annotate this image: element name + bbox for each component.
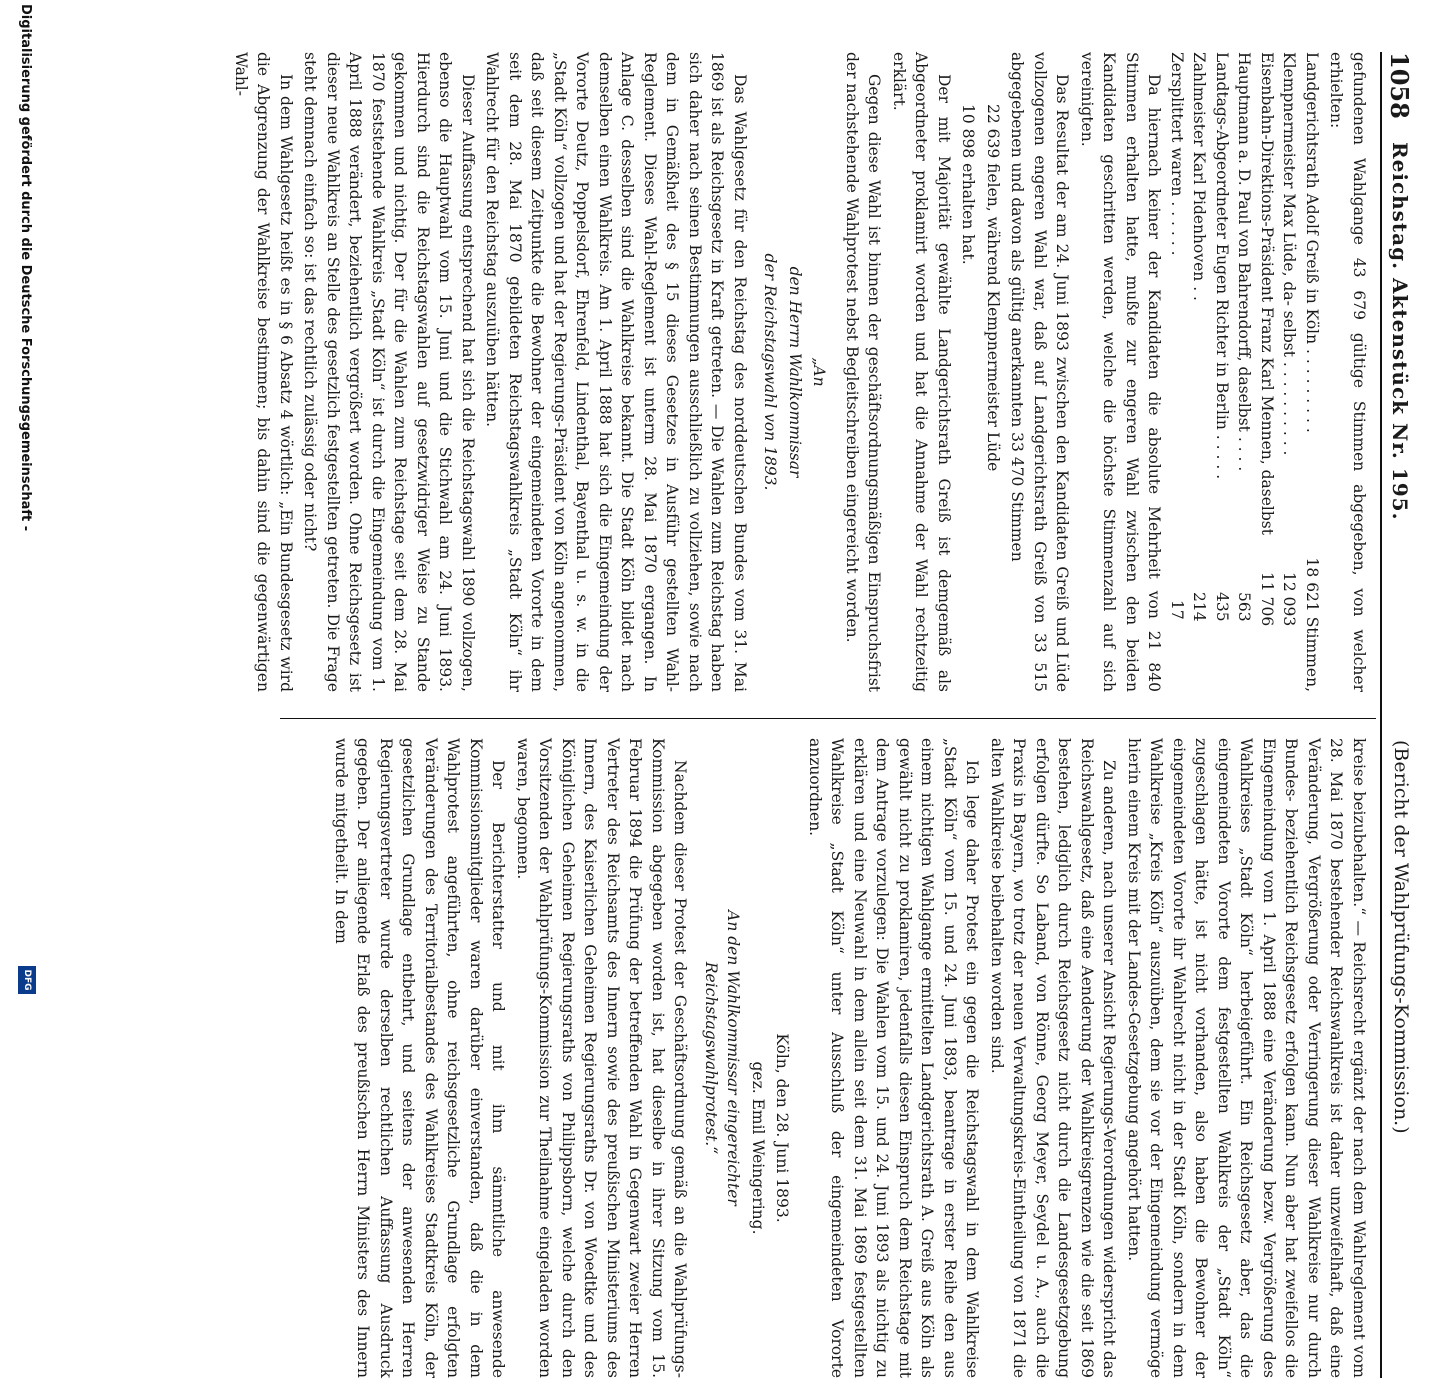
digitization-footer [12, 0, 38, 1000]
vote-row [1301, 52, 1324, 692]
paragraph: Das Wahlgesetz für den Reichstag des norddeutschen Bundes vom 31. Mai 1869 ist als Reichsgesetz in Kraft getreten. — Die Wahlen zum Reichstag haben sich daher nach seinen Bestimmungen ausschließlich zu vollziehen, sowie nach dem in Gemäßheit des § 15 dieses Gesetzes in Ausführ gestellten Wahl-Reglement. Dieses Wahl-Reglement ist unterm 28. Mai 1870 ergangen. In Anlage C. desselben sind die Wahlkreise bekannt. Die Stadt Köln bildet nach demselben einen Wahlkreis. Am 1. April 1888 hat sich die Eingemeindung der Vororte Deutz, Poppelsdorf, Ehrenfeld, Lindenthal, Bayenthal u. s. w. in die „Stadt Köln“ vollzogen und hat der Regierungs-Präsident von Köln angenommen, daß seit diesem Zeitpunkte die Bewohner der eingemeindeten Vororte in dem seit dem 28. Mai 1870 gebildeten Reichstagswahlkreis „Stadt Köln“ ihr Wahlrecht für den Reichstag auszuüben hätten. [483, 52, 749, 692]
vote-row [1211, 52, 1234, 692]
vote-row [1166, 52, 1189, 692]
vote-row [1278, 52, 1301, 692]
vote-count: 11 706 [1258, 572, 1276, 627]
candidate: Zersplittert waren . . . . . . [1168, 52, 1186, 256]
candidate: Hauptmann a. D. Paul von Bahrendorff, daselbst . . . . [1235, 52, 1254, 472]
section-title: Reichstag. Aktenstück Nr. 195. [1388, 142, 1412, 521]
paragraph: 22 639 fielen, während Klempnermeister Lüde [984, 104, 1002, 472]
candidate: Klempnermeister Max Lüde, da- selbst . . . . . . . . . . [1280, 52, 1299, 456]
letter-heading: der Reichstagswahl von 1893. [761, 253, 780, 491]
vote-count: 17 [1168, 600, 1186, 620]
vote-row [1188, 52, 1211, 692]
candidate: Eisenbahn-Direktions-Präsident Franz Karl Mennen, daselbst [1258, 52, 1276, 535]
signature-note: An den Wahlkommissar eingereichter Reichstagswahlprotest.“ [702, 910, 743, 1206]
paragraph: 10 898 erhalten hat. [959, 104, 978, 265]
paragraph: Zu anderen, nach unserer Ansicht Regierungs-Verordnungen widerspricht das Reichswahlgesetz, daß eine Aenderung der Wahlkreisgrenzen wie die seit 1869 bestehen, lediglich durch Reichsgesetz nicht durch die Landesgesetzgebung erfolgen dürfte. So Laband, von Rönne, Georg Meyer, Seydel u. A., auch die Praxis in Bayern, wo trotz der neuen Verwaltungskreis-Eintheilung von 1871 die alten Wahlkreise beibehalten worden sind. [988, 738, 1119, 1378]
vote-row [1256, 52, 1279, 692]
vote-count: 563 [1235, 592, 1254, 622]
signature-date: Köln, den 28. Juni 1893. [773, 1033, 792, 1223]
vote-count: 214 [1190, 592, 1209, 622]
paragraph: Das Resultat der am 24. Juni 1893 zwischen den Kandidaten Greiß und Lüde vollzogenen engeren Wahl war, daß auf Landgerichtsrath Greiß von 33 515 abgegebenen und davon als gültig anerkannten 33 470 Stimmen [1008, 52, 1072, 692]
vote-count: 18 621 Stimmen, [1303, 557, 1321, 692]
signature-name: gez. Emil Weingering. [749, 1061, 767, 1235]
paragraph: Nachdem dieser Protest der Geschäftsordnung gemäß an die Wahlprüfungs-Kommission abgegeben worden ist, hat dieselbe in ihrer Sitzung vom 15. Februar 1894 die Prüfung der betreffenden Wahl in Gegenwart zweier Herren Vertreter des Reichsamts des Innern sowie des preußischen Ministeriums des Innern, des Kaiserlichen Geheimen Regierungsraths Dr. von Woedtke und des Königlichen Geheimen Regierungsraths von Philippsborn, welche durch den Vorsitzenden der Wahlprüfungs-Kommission zur Theilnahme eingeladen worden waren, begonnen. [514, 738, 690, 1378]
paragraph: Da hiernach keiner der Kandidaten die absolute Mehrheit von 21 840 Stimmen erhalten hatte, mußte zur engeren Wahl zwischen den beiden Kandidaten geschritten werden, welche die höchste Stimmenzahl auf sich vereinigten. [1078, 52, 1164, 692]
candidate: Landtags-Abgeordneter Eugen Richter in Berlin . . . . . [1213, 52, 1231, 480]
vote-count: 435 [1213, 592, 1231, 622]
paragraph: Gegen diese Wahl ist binnen der geschäftsordnungsmäßigen Einspruchsfrist der nachstehende Wahlprotest nebst Begleitschreiben eingereicht worden. [843, 52, 884, 692]
candidate: Zahlmeister Karl Pidenhoven . . [1190, 52, 1209, 301]
vote-row [1233, 52, 1256, 692]
paragraph: Der Berichterstatter und mit ihm sämmtliche anwesende Kommissionsmitglieder waren darüber einverstanden, daß die in dem Wahlprotest angeführten, ohne reichsgesetzliche Grundlage erfolgten Veränderungen des Territorialbestandes des Wahlkreises Stadtkreis Köln, der gesetzlichen Grundlage entbehrt, und seitens der anwesenden Herren Regierungsvertreter wurde derselben rechtlichen Auffassung Ausdruck gegeben. Der anliegende Erlaß des preußischen Herrn Ministers des Innern wurde mitgetheilt. In dem [332, 738, 508, 1378]
page-header [1378, 52, 1418, 772]
left-column [232, 52, 1370, 692]
paragraph: Der mit Majorität gewählte Landgerichtsrath Greiß ist demgemäß als Abgeordneter proklamirt worden und hat die Annahme der Wahl rechtzeitig erklärt. [890, 52, 953, 692]
paragraph: kreise beizubehalten.“ — Reichsrecht ergänzt der nach dem Wahlreglement vom 28. Mai 1870 bestehender Reichswahlkreis ist daher unzweifelhaft, daß eine Veränderung, Vergrößerung oder Verringerung dieser Wahlkreise nur durch Bundes- beziehentlich Reichsgesetz erfolgen kann. Nun aber hat zweifellos die Eingemeindung vom 1. April 1888 eine Veränderung bezw. Vergrößerung des Wahlkreises „Stadt Köln“ herbeigeführt. Ein Reichsgesetz aber, das die eingemeindeten Vororte dem festgestellten Wahlkreis der „Stadt Köln“ zugeschlagen hätte, ist nicht vorhanden, also haben die Bewohner der eingemeindeten Vororte ihr Wahlrecht nicht in der Stadt Köln, sondern in dem Wahlkreise „Kreis Köln“ auszuüben, dem sie vor der Eingemeindung vermöge hierin einem Kreis mit der Landes-Gesetzgebung angehört hatten. [1125, 738, 1368, 1378]
paragraph: In dem Wahlgesetz heißt es in § 6 Absatz 4 wörtlich: „Ein Bundesgesetz wird die Abgrenzung der Wahlkreise bestimmen; bis dahin sind die gegenwärtigen Wahl- [232, 52, 295, 692]
paragraph: gefundenen Wahlgange 43 679 gültige Stimmen abgegeben, von welcher erhielten: [1327, 52, 1368, 692]
footer-text: Digitalisierung gefördert durch die Deutsche Forschungsgemeinschaft - [18, 4, 33, 532]
page-header-right [1378, 740, 1418, 1380]
page-number: 1058 [1385, 52, 1414, 119]
letter-heading: den Herrn Wahlkommissar [786, 266, 804, 478]
paragraph: Dieser Auffassung entsprechend hat sich die Reichstagswahl 1890 vollzogen, ebenso die Hauptwahl vom 15. Juni und die Stichwahl am 24. Juni 1893. Hierdurch sind die Reichstagswahlen auf gesetzwidriger Weise zu Stande gekommen und nichtig. Der für die Wahlen zum Reichstage seit dem 28. Mai 1870 feststehende Wahlkreis „Stadt Köln“ ist durch die Eingemeindung vom 1. April 1888 verändert, beziehentlich vergrößert worden. Ohne Reichsgesetz ist dieser neue Wahlkreis an Stelle des gesetzlich festgestellten getreten. Die Frage steht demnach einfach so: ist das rechtlich zulässig oder nicht? [301, 52, 477, 692]
column-rule [280, 718, 1376, 719]
dfg-logo: DFG [18, 966, 36, 994]
candidate: Landgerichtsrath Adolf Greiß in Köln . . . . . . . . . [1303, 52, 1321, 433]
vote-list [1166, 52, 1324, 692]
vote-count: 12 093 [1280, 572, 1299, 627]
right-column [280, 738, 1370, 1378]
letter-heading: „An [810, 357, 829, 387]
paragraph: Ich lege daher Protest ein gegen die Reichstagswahl in dem Wahlkreise „Stadt Köln“ vom 15. und 24. Juni 1893, beantrage in erster Reihe den aus einem nichtigen Wahlgange ermittelten Landgerichtsrath A. Greiß aus Köln als gewählt nicht zu proklamiren, jedenfalls diesen Einspruch dem Reichstage mit dem Antrage vorzulegen: Die Wahlen vom 15. und 24. Juni 1893 als nichtig zu erklären und eine Neuwahl in dem allein seit dem 31. Mai 1869 festgestellten Wahlkreise „Stadt Köln“ unter Ausschluß der eingemeindeten Vororte anzuordnen. [806, 738, 982, 1378]
section-subject: (Bericht der Wahlprüfungs-Kommission.) [1390, 740, 1412, 1134]
header-rule [1380, 52, 1382, 1378]
